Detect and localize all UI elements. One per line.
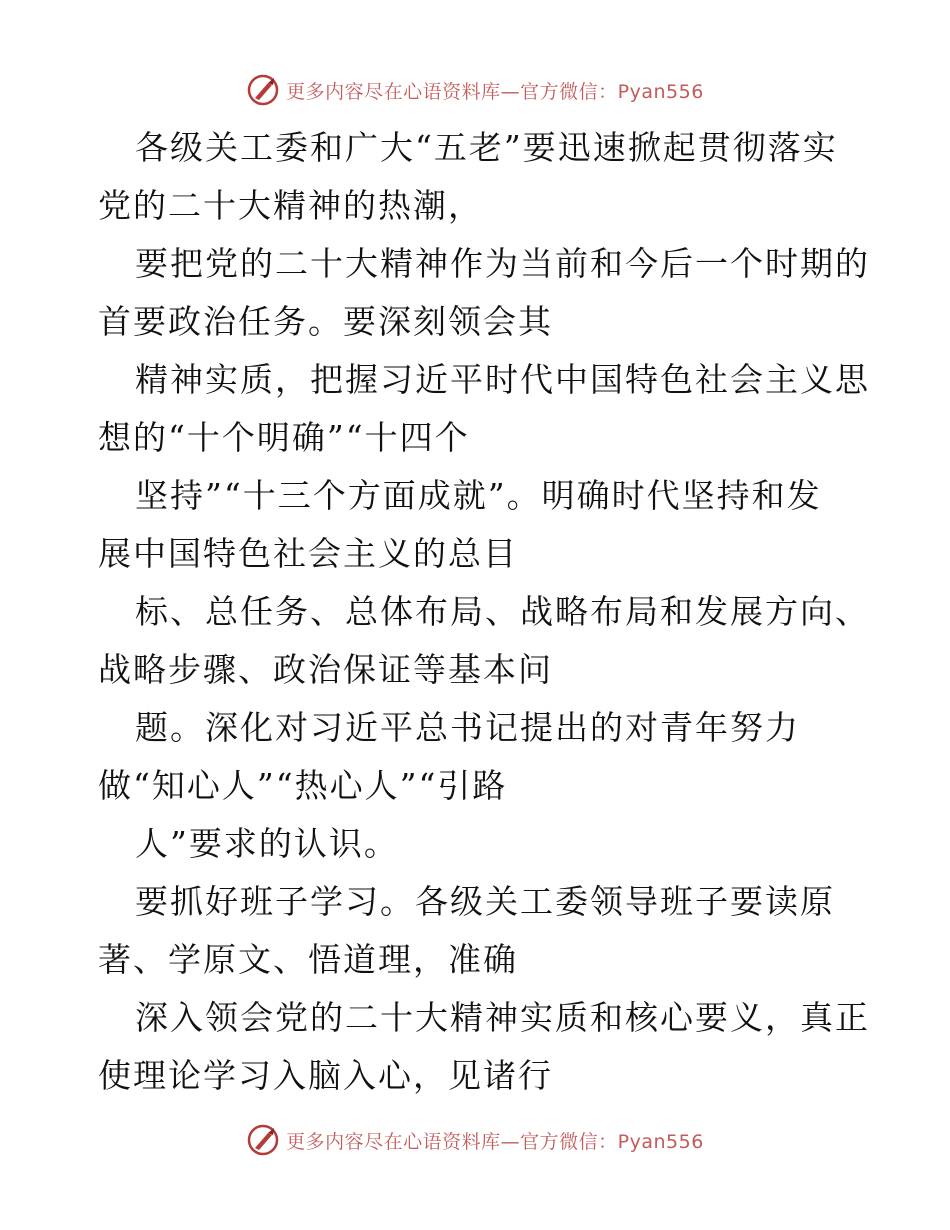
paragraph-line: 标、总任务、总体布局、战略布局和发展方向、 [135, 592, 870, 631]
paragraph-line: 人”要求的认识。 [135, 824, 399, 863]
paragraph-line: 党的二十大精神的热潮， [98, 186, 483, 225]
paragraph-line: 著、学原文、悟道理，准确 [98, 940, 518, 979]
footer-banner [0, 1120, 950, 1160]
paragraph-line: 展中国特色社会主义的总目 [98, 534, 518, 573]
paragraph-line: 精神实质，把握习近平时代中国特色社会主义思 [135, 360, 870, 399]
paragraph-line: 使理论学习入脑入心，见诸行 [98, 1056, 553, 1095]
paragraph-line: 做“知心人”“热心人”“引路 [98, 766, 508, 805]
paragraph-line: 要把党的二十大精神作为当前和今后一个时期的 [135, 244, 870, 283]
paragraph-line: 坚持”“十三个方面成就”。明确时代坚持和发 [135, 476, 822, 515]
header-banner [0, 70, 950, 110]
paragraph-line: 各级关工委和广大“五老”要迅速掀起贯彻落实 [135, 128, 838, 167]
quill-pen-logo-icon [246, 73, 280, 107]
banner-text: 更多内容尽在心语资料库—官方微信：Pyan556 [286, 80, 704, 103]
paragraph-line: 战略步骤、政治保证等基本问 [98, 650, 553, 689]
paragraph-line: 深入领会党的二十大精神实质和核心要义，真正 [135, 998, 870, 1037]
quill-pen-logo-icon [246, 1123, 280, 1157]
paragraph-line: 想的“十个明确”“十四个 [98, 418, 470, 457]
paragraph-line: 要抓好班子学习。各级关工委领导班子要读原 [135, 882, 835, 921]
paragraph-line: 题。深化对习近平总书记提出的对青年努力 [135, 708, 800, 747]
paragraph-line: 首要政治任务。要深刻领会其 [98, 302, 553, 341]
banner-text: 更多内容尽在心语资料库—官方微信：Pyan556 [286, 1130, 704, 1153]
